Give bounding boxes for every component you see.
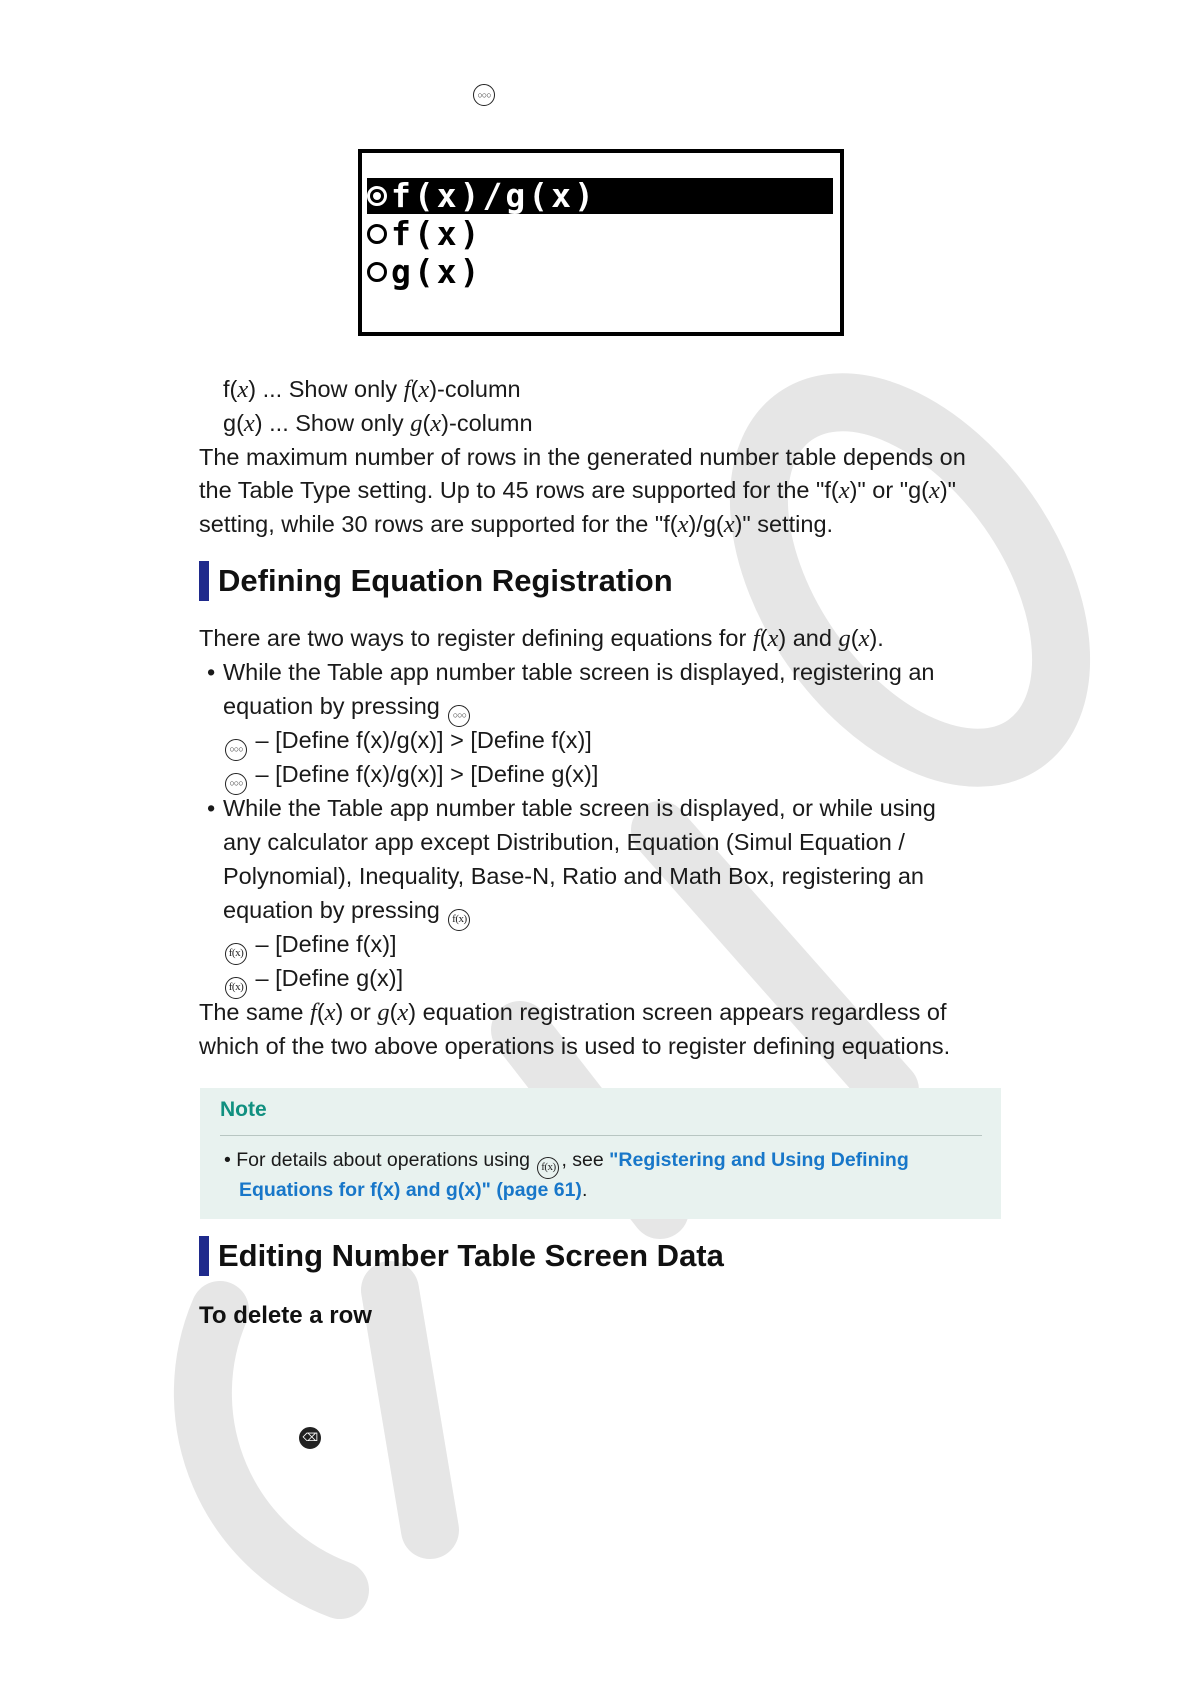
fx-key-icon: f(x) (537, 1157, 559, 1179)
radio-selected-icon (367, 186, 387, 206)
heading-accent-bar (199, 561, 209, 601)
bullet-dot: • (207, 659, 216, 685)
note-link-equations-page-61[interactable]: Equations for f(x) and g(x)" (page 61) (239, 1179, 582, 1201)
lcd-option-fx-gx (367, 178, 833, 214)
option-description-gx: g(x) ... Show only g(x)-column (223, 410, 533, 437)
max-rows-paragraph-line2: the Table Type setting. Up to 45 rows are supported for the "f(x)" or "g(x)" (199, 477, 957, 504)
calculator-lcd-screen (358, 149, 844, 336)
bullet1-line2: equation by pressing ○○○ (223, 689, 472, 727)
bullet1-line1: While the Table app number table screen is displayed, registering an (223, 659, 935, 685)
lcd-option-label: f(x) (391, 214, 483, 253)
option-description-fx: f(x) ... Show only f(x)-column (223, 376, 521, 403)
bullet2-line2: any calculator app except Distribution, Equation (Simul Equation / (223, 829, 905, 855)
bullet2-line1: While the Table app number table screen is displayed, or while using (223, 795, 936, 821)
note-line1: • For details about operations using f(x) , see "Registering and Using Defining (224, 1145, 909, 1179)
subheading-delete-row: To delete a row (199, 1302, 372, 1329)
max-rows-paragraph-line1: The maximum number of rows in the generated number table depends on (199, 444, 966, 470)
note-link-registering-defining-equations[interactable]: "Registering and Using Defining (609, 1149, 909, 1171)
section-heading-editing-table: Editing Number Table Screen Data (218, 1238, 724, 1273)
registration-outro-line1: The same f(x) or g(x) equation registration screen appears regardless of (199, 999, 947, 1026)
registration-intro: There are two ways to register defining equations for f(x) and g(x). (199, 625, 884, 652)
registration-outro-line2: which of the two above operations is used to register defining equations. (199, 1033, 951, 1059)
lcd-option-fx (367, 216, 833, 252)
fx-key-icon: f(x) (448, 909, 470, 931)
note-box (200, 1088, 1001, 1219)
section-heading-defining-equation: Defining Equation Registration (218, 563, 673, 598)
bullet2-line4: equation by pressing f(x) (223, 893, 472, 931)
radio-empty-icon (367, 262, 387, 282)
lcd-option-gx (367, 254, 833, 290)
bullet1-step1: ○○○ – [Define f(x)/g(x)] > [Define f(x)] (223, 723, 592, 761)
lcd-option-label: f(x)/g(x) (391, 176, 597, 215)
fx-key-icon: f(x) (225, 977, 247, 999)
note-line2: Equations for f(x) and g(x)" (page 61). (239, 1179, 588, 1201)
heading-accent-bar (199, 1236, 209, 1276)
note-title: Note (220, 1098, 267, 1121)
options-key-icon: ○○○ (225, 773, 247, 795)
max-rows-paragraph-line3: setting, while 30 rows are supported for the "f(x)/g(x)" setting. (199, 511, 834, 538)
lcd-option-label: g(x) (391, 252, 483, 291)
bullet1-step2: ○○○ – [Define f(x)/g(x)] > [Define g(x)] (223, 757, 598, 795)
options-key-icon: ○○○ (448, 705, 470, 727)
delete-key-icon: ⌫ (299, 1427, 321, 1449)
options-key-icon: ○○○ (473, 84, 495, 106)
radio-empty-icon (367, 224, 387, 244)
bullet-dot: • (207, 795, 216, 821)
bullet2-step2: f(x) – [Define g(x)] (223, 961, 403, 999)
bullet2-line3: Polynomial), Inequality, Base-N, Ratio and Math Box, registering an (223, 863, 924, 889)
bullet2-step1: f(x) – [Define f(x)] (223, 927, 397, 965)
note-divider (220, 1135, 982, 1136)
options-key-icon: ○○○ (225, 739, 247, 761)
fx-key-icon: f(x) (225, 943, 247, 965)
